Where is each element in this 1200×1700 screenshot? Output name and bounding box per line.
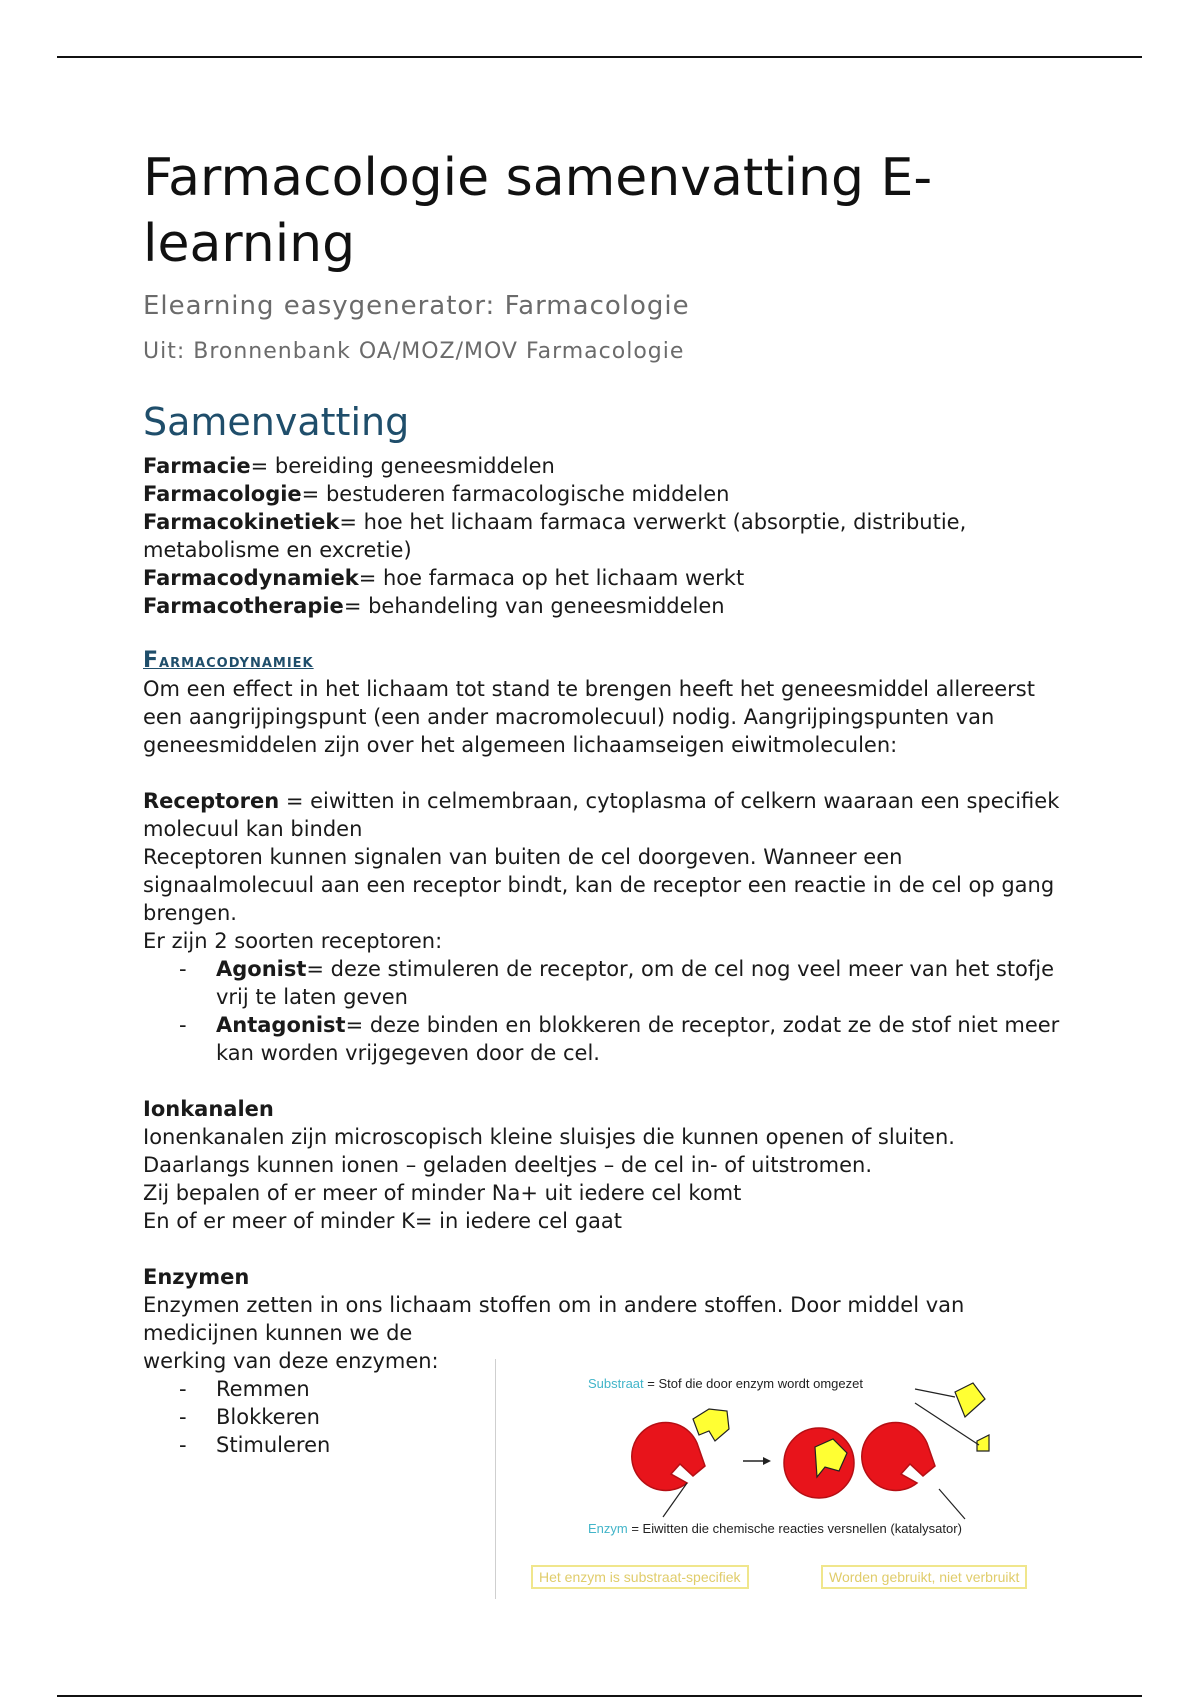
substrate-shape: [693, 1409, 729, 1441]
farmacodynamiek-intro: Om een effect in het lichaam tot stand te brengen heeft het geneesmiddel allereerst een aangrijpingspunt (een ander macromolecuul) nodig. Aangrijpingspunten van geneesmiddelen zijn over het algemeen lichaamseigen eiwitmoleculen:: [143, 677, 1035, 757]
document-body: [143, 145, 1063, 1585]
ionkanalen-line: Daarlangs kunnen ionen – geladen deeltjes – de cel in- of uitstromen.: [143, 1153, 873, 1177]
ionkanalen-heading: Ionkanalen: [143, 1097, 274, 1121]
enzymen-line: werking van deze enzymen:: [143, 1349, 439, 1373]
receptor-types-list: [143, 955, 1063, 1067]
enzyme-shape: [632, 1422, 705, 1490]
section-title: Samenvatting: [143, 400, 410, 444]
bottom-rule: [57, 1695, 1142, 1697]
list-item: - Antagonist= deze binden en blokkeren de receptor, zodat ze de stof niet meer kan worden vrijgegeven door de cel.: [143, 1011, 1063, 1067]
receptoren-types-intro: Er zijn 2 soorten receptoren:: [143, 929, 443, 953]
enzyme-diagram: [495, 1359, 1115, 1624]
ionkanalen-line: En of er meer of minder K= in iedere cel gaat: [143, 1209, 622, 1233]
list-item: - Blokkeren: [143, 1403, 463, 1431]
substrate-specific-box: Het enzym is substraat-specifiek: [531, 1565, 749, 1589]
enzymen-line: medicijnen kunnen we de: [143, 1321, 413, 1345]
substraat-caption: Substraat = Stof die door enzym wordt omgezet: [588, 1376, 863, 1391]
product-shape: [977, 1435, 989, 1451]
definition-item: Farmacologie= bestuderen farmacologische middelen: [143, 482, 730, 506]
document-subtitle: Elearning easygenerator: Farmacologie: [143, 291, 690, 321]
product-shape: [955, 1383, 985, 1417]
receptoren-paragraph: Receptoren kunnen signalen van buiten de cel doorgeven. Wanneer een signaalmolecuul aan een receptor bindt, kan de receptor een reactie in de cel op gang brengen.: [143, 845, 1055, 925]
used-not-consumed-box: Worden gebruikt, niet verbruikt: [821, 1565, 1027, 1589]
definition-item: Farmacokinetiek= hoe het lichaam farmaca verwerkt (absorptie, distributie, metabolisme en excretie): [143, 510, 967, 562]
farmacodynamiek-heading: Farmacodynamiek: [143, 648, 314, 673]
definition-item: Farmacie= bereiding geneesmiddelen: [143, 454, 555, 478]
enzyme-shape: [862, 1422, 935, 1490]
document-source: Uit: Bronnenbank OA/MOZ/MOV Farmacologie: [143, 339, 685, 364]
enzym-caption: Enzym = Eiwitten die chemische reacties versnellen (katalysator): [588, 1521, 962, 1536]
receptoren-definition: Receptoren = eiwitten in celmembraan, cytoplasma of celkern waaraan een specifiek molecuul kan binden: [143, 789, 1060, 841]
definition-item: Farmacotherapie= behandeling van geneesmiddelen: [143, 594, 725, 618]
pointer-line: [939, 1489, 965, 1519]
enzymen-heading: Enzymen: [143, 1265, 250, 1289]
enzymen-intro: Enzymen zetten in ons lichaam stoffen om in andere stoffen. Door middel van: [143, 1293, 965, 1317]
pointer-line: [915, 1389, 955, 1397]
enzymen-block: [143, 1319, 1063, 1585]
top-rule: [57, 56, 1142, 58]
definition-item: Farmacodynamiek= hoe farmaca op het lichaam werkt: [143, 566, 745, 590]
definition-list: [143, 452, 1063, 620]
document-title: Farmacologie samenvatting E-learning: [143, 148, 933, 274]
arrow-head: [763, 1457, 771, 1465]
list-item: - Agonist= deze stimuleren de receptor, om de cel nog veel meer van het stofje vrij te laten geven: [143, 955, 1063, 1011]
ionkanalen-line: Zij bepalen of er meer of minder Na+ uit iedere cel komt: [143, 1181, 742, 1205]
list-item: - Remmen: [143, 1375, 463, 1403]
ionkanalen-line: Ionenkanalen zijn microscopisch kleine sluisjes die kunnen openen of sluiten.: [143, 1125, 955, 1149]
list-item: - Stimuleren: [143, 1431, 463, 1459]
enzymen-actions-list: [143, 1375, 463, 1459]
